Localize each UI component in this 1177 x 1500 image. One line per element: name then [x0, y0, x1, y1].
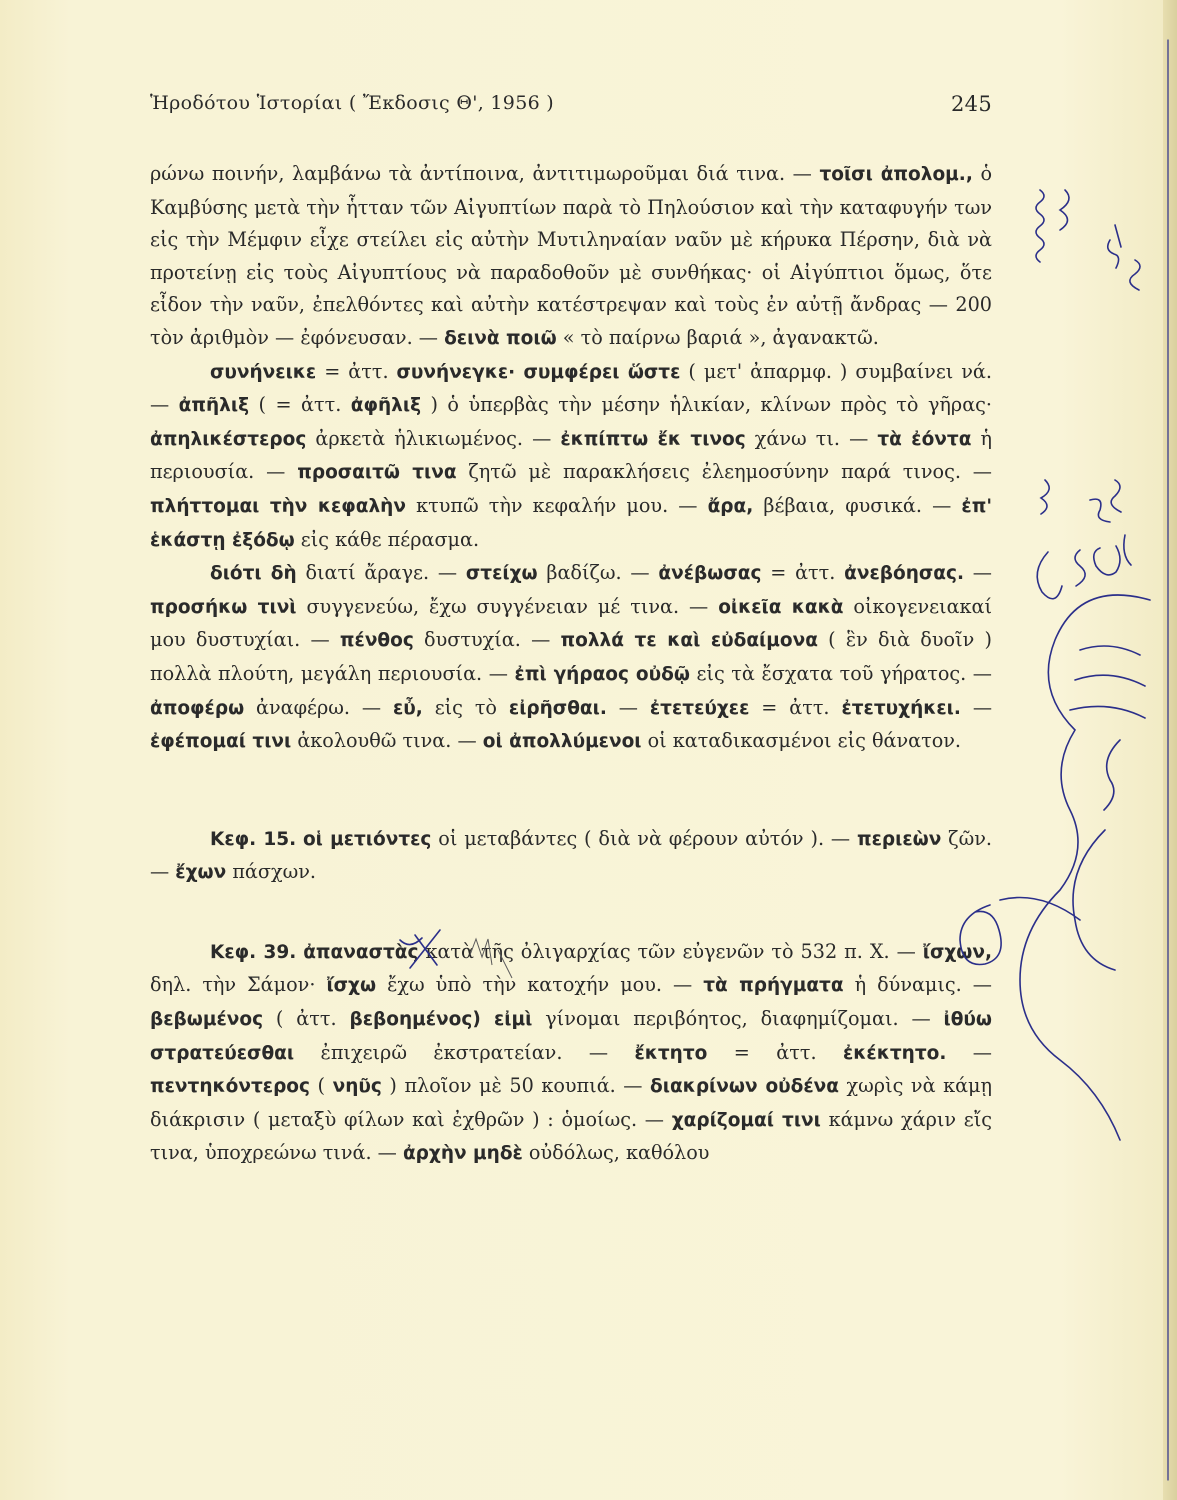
lemma-term: συνήνεγκε· συμφέρει ὥστε [396, 361, 681, 383]
gloss-text: ( = ἀττ. [249, 393, 351, 417]
chapter-note-15 [150, 823, 992, 890]
gloss-text: ἐπιχειρῶ ἐκστρατείαν. — [294, 1040, 635, 1064]
gloss-text: ) πλοῖον μὲ 50 κουπιά. — [381, 1074, 651, 1098]
paragraph-gap [150, 759, 992, 823]
face-profile-doodle [1020, 595, 1150, 1140]
lemma-term: ἐκέκτητο. [842, 1042, 947, 1064]
commentary-paragraph [150, 158, 992, 356]
lemma-term: ἐφέπομαί τινι [150, 731, 292, 753]
lemma-term: ἔκτητο [634, 1042, 708, 1064]
lemma-term: ἐπὶ γήραος οὐδῷ [514, 663, 690, 685]
gloss-text: διατί ἄραγε. — [296, 561, 466, 585]
gloss-text: ζητῶ μὲ παρακλήσεις ἐλεημοσύνην παρά τινος. — [456, 460, 992, 484]
lemma-term: εὖ, [393, 697, 423, 719]
gloss-text: — [946, 1040, 992, 1064]
header-title: Ἡροδότου Ἱστορίαι ( Ἔκδοσις Θ', 1956 ) [150, 92, 555, 114]
gloss-text: κτυπῶ τὴν κεφαλήν μου. — [405, 493, 708, 517]
chapter-note-39 [150, 936, 992, 1171]
lemma-term: ἔχων [175, 862, 227, 884]
lemma-term: ἐτετεύχεε [649, 697, 750, 719]
gloss-text: ( ἀττ. [263, 1007, 350, 1031]
pen-loop [1000, 898, 1080, 921]
lemma-term: ἀφῆλιξ [350, 395, 421, 417]
lemma-term: πολλά τε καὶ εὐδαίμονα [560, 630, 818, 652]
lemma-term: ἴσχων, [922, 941, 992, 963]
lemma-term: ἴσχω [326, 975, 377, 997]
gloss-text: δυστυχία. — [413, 628, 561, 652]
gloss-text [296, 827, 303, 850]
gloss-text: εἰς τὸ [422, 695, 509, 719]
lemma-term: προσήκω τινὶ [150, 596, 297, 618]
gloss-text: ἡ δύναμις. — [843, 973, 992, 997]
gloss-text: οἱ καταδικασμένοι εἰς θάνατον. [641, 729, 962, 753]
gloss-text: οἱ μεταβάντες ( διὰ νὰ φέρουν αὐτόν ). — [431, 826, 857, 850]
gloss-text: = ἀττ. [707, 1040, 843, 1064]
margin-scribble [1094, 546, 1120, 575]
face-profile-doodle [1070, 646, 1145, 718]
gloss-text: συγγενεύω, ἔχω συγγένειαν μέ τινα. — [296, 594, 719, 618]
lemma-term: πένθος [339, 630, 414, 652]
lemma-term: προσαιτῶ τινα [297, 462, 457, 484]
margin-scribble [1111, 480, 1121, 512]
lemma-term: Κεφ. 15. [210, 828, 297, 850]
margin-scribble [1075, 550, 1085, 586]
lemma-term: πλήττομαι τὴν κεφαλὴν [150, 495, 406, 517]
margin-scribble [1130, 260, 1140, 290]
margin-scribble [1060, 190, 1069, 230]
gloss-text: — [960, 695, 993, 719]
margin-scribble [1036, 190, 1044, 262]
lemma-term: ἀνέβωσας [658, 563, 762, 585]
gloss-text: ἀναφέρω. — [244, 695, 393, 719]
gloss-text: ( [310, 1074, 333, 1098]
lemma-term: ἐπ' ἑκάστῃ ἐξόδῳ [150, 495, 992, 551]
gloss-text: εἰς τὰ ἔσχατα τοῦ γήρατος. — [689, 661, 992, 685]
lemma-term: ἰθύω στρατεύεσθαι [150, 1009, 993, 1064]
lemma-term: ἀνεβόησας. [844, 563, 965, 585]
gloss-text: ( ἓν διὰ δυοῖν ) πολλὰ πλούτη, μεγάλη περιουσία. — [150, 628, 992, 685]
lemma-term: ἀπαναστὰς [303, 941, 419, 963]
gloss-text: = ἀττ. [761, 561, 845, 585]
lemma-term: βεβοημένος) εἰμὶ [349, 1009, 533, 1031]
margin-scribble [1124, 535, 1131, 565]
gloss-text: βαδίζω. — [537, 561, 659, 585]
gloss-text: γίνομαι περιβόητος, διαφημίζομαι. — [532, 1007, 944, 1031]
gloss-text: ἡ περιουσία. — [150, 426, 992, 484]
gloss-text: — [606, 695, 650, 719]
lemma-term: βεβωμένος [150, 1009, 264, 1031]
lemma-term: οἰκεῖα κακὰ [718, 596, 844, 618]
gloss-text: ) ὁ ὑπερβὰς τὴν μέσην ἡλικίαν, κλίνων πρὸς τὸ γῆρας· [421, 393, 992, 417]
gloss-text: βέβαια, φυσικά. — [753, 493, 962, 517]
commentary-paragraph [150, 356, 992, 558]
commentary-paragraph [150, 557, 992, 759]
lemma-term: τὰ ἐόντα [877, 428, 972, 450]
page-number: 245 [951, 92, 992, 116]
face-profile-doodle [1073, 830, 1115, 970]
lemma-term: ἐκπίπτω ἔκ τινος [560, 428, 746, 450]
face-profile-doodle [1104, 740, 1120, 810]
gloss-text: εἰς κάθε πέρασμα. [294, 527, 480, 551]
page-spine-edge [1163, 0, 1177, 1500]
lemma-term: ἐτετυχήκει. [841, 697, 961, 719]
lemma-term: ἄρα, [707, 495, 754, 517]
gloss-text: κατὰ τῆς ὀλιγαρχίας τῶν εὐγενῶν τὸ 532 π. Χ. — [418, 939, 923, 963]
gloss-text: δηλ. τὴν Σάμον· [150, 973, 327, 997]
gloss-text: ἀκολουθῶ τινα. — [291, 729, 483, 753]
gloss-text: ρώνω ποινήν, λαμβάνω τὰ ἀντίποινα, ἀντιτιμωροῦμαι διά τινα. — [150, 162, 820, 185]
lemma-term: δεινὰ ποιῶ [444, 327, 557, 349]
margin-scribble [1108, 240, 1119, 268]
gloss-text: χωρὶς νὰ κάμῃ διάκρισιν ( μεταξὺ φίλων καὶ ἐχθρῶν ) : ὁμοίως. — [150, 1074, 992, 1131]
gloss-text: ζῶν. — [150, 826, 992, 884]
lemma-term: οἱ ἀπολλύμενοι [482, 731, 642, 753]
lemma-term: ἀποφέρω [150, 697, 245, 719]
lemma-term: διότι δὴ [210, 563, 297, 585]
gloss-text: οἰκογενειακαί μου δυστυχίαι. — [150, 594, 992, 652]
lemma-term: διακρίνων οὐδένα [650, 1076, 839, 1098]
paragraph-gap [150, 890, 992, 936]
lemma-term: συνήνεικε [210, 361, 317, 383]
gloss-text: πάσχων. [226, 860, 317, 884]
lemma-term: περιεὼν [856, 828, 942, 850]
margin-scribble [1090, 499, 1110, 522]
commentary-body [150, 158, 992, 1171]
lemma-term: τοῖσι ἀπολομ., [819, 164, 973, 185]
gloss-text: οὐδόλως, καθόλου [522, 1141, 710, 1165]
gloss-text: ὁ Καμβύσης μετὰ τὴν ἧτταν τῶν Αἰγυπτίων παρὰ τὸ Πηλούσιον καὶ τὴν καταφυγήν των εἰς τὴν Μέμφιν εἶχε στείλει εἰς αὐτὴν Μυτιληναίαν ναῦν μὲ κήρυκα Πέρσην, διὰ νὰ προτείνῃ εἰς τοὺς Αἰγυπτίους νὰ παραδοθοῦν μὲ συνθήκας· οἱ Αἰγύπτιοι ὅμως, ὅτε εἶδον τὴν ναῦν, ἐπελθόντες καὶ αὐτὴν κατέστρεψαν καὶ τοὺς ἐν αὐτῇ ἄνδρας — 200 τὸν ἀριθμὸν — ἐφόνευσαν. — [150, 162, 993, 349]
margin-scribble [1041, 480, 1049, 514]
gloss-text: ἀρκετὰ ἡλικιωμένος. — [306, 426, 561, 450]
gloss-text: χάνω τι. — [745, 426, 878, 450]
lemma-term: ἀπῆλιξ [178, 395, 250, 417]
running-header [150, 92, 992, 126]
gloss-text: « τὸ παίρνω βαριά », ἀγανακτῶ. [556, 325, 879, 349]
lemma-term: ἀπηλικέστερος [150, 428, 307, 450]
gloss-text: ἔχω ὑπὸ τὴν κατοχήν μου. — [376, 973, 704, 997]
gloss-text: = ἀττ. [749, 695, 842, 719]
lemma-term: νηῦς [332, 1076, 382, 1098]
lemma-term: ἀρχὴν μηδὲ [402, 1143, 523, 1165]
lemma-term: πεντηκόντερος [150, 1076, 310, 1098]
lemma-term: Κεφ. 39. [210, 941, 297, 963]
margin-scribble [1037, 552, 1062, 599]
gloss-text: κάμνω χάριν εἴς τινα, ὑποχρεώνω τινά. — [150, 1107, 993, 1165]
lemma-term: οἱ μετιόντες [302, 828, 432, 850]
gloss-text: = ἀττ. [316, 359, 397, 383]
lemma-term: εἰρῆσθαι. [508, 697, 607, 719]
gloss-text: — [964, 561, 992, 585]
margin-scribble [1115, 225, 1121, 247]
lemma-term: τὰ πρήγματα [703, 975, 844, 997]
gloss-text: ( μετ' ἀπαρμφ. ) συμβαίνει νά. — [150, 359, 992, 417]
lemma-term: στείχω [465, 563, 538, 585]
lemma-term: χαρίζομαί τινι [671, 1109, 821, 1131]
